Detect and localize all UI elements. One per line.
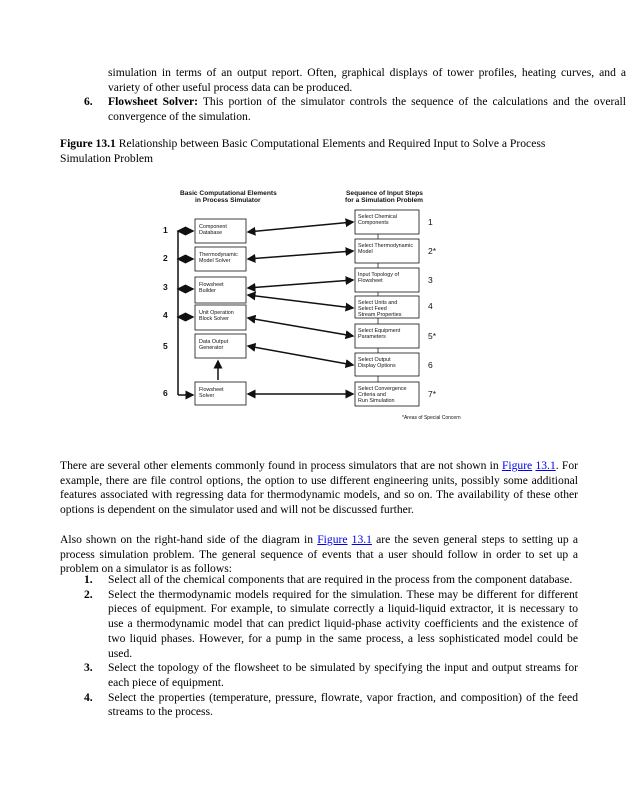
- left-step-number: 5: [163, 341, 168, 351]
- figure-label: Figure 13.1: [60, 137, 116, 150]
- steps-list: [60, 573, 578, 720]
- list-number: 2.: [84, 587, 93, 601]
- paragraph-steps-intro: [60, 533, 578, 577]
- computational-element-box-label: Model Solver: [199, 258, 231, 264]
- figure-footnote: *Areas of Special Concern: [402, 415, 461, 421]
- left-heading: Basic Computational Elements: [180, 190, 277, 197]
- input-step-box-label: Select Thermodynamic: [358, 243, 414, 249]
- figure-link[interactable]: Figure: [501, 459, 533, 472]
- list-item: [60, 691, 578, 720]
- input-step-box-label: Select Chemical: [358, 214, 397, 220]
- para-text: There are several other elements commonly found in process simulators that are not shown in: [60, 459, 502, 472]
- right-step-number: 2*: [428, 246, 437, 256]
- list-item: [60, 661, 578, 690]
- right-step-number: 4: [428, 301, 433, 311]
- computational-element-box-label: Database: [199, 230, 223, 236]
- right-step-number: 1: [428, 217, 433, 227]
- left-step-number: 4: [163, 310, 168, 320]
- list-item: [60, 588, 578, 662]
- computational-element-box-label: Builder: [199, 288, 216, 294]
- input-step-box-label: Select Equipment: [358, 328, 401, 334]
- para-text: are the seven general steps to setting up a process simulation problem. The general sequence of events that a user should follow in order to set up a problem on a simulator is as follows:: [60, 533, 578, 576]
- right-step-number: 6: [428, 360, 433, 370]
- input-step-box-label: Input Topology of: [358, 272, 399, 278]
- computational-element-box-label: Flowsheet: [199, 387, 224, 393]
- computational-element-box-label: Generator: [199, 345, 224, 351]
- left-step-number: 2: [163, 253, 168, 263]
- input-step-box-label: Parameters: [358, 334, 386, 340]
- right-heading: for a Simulation Problem: [345, 197, 424, 204]
- figure-number-link[interactable]: 13.1: [535, 459, 556, 472]
- item-title: Flowsheet Solver:: [108, 95, 199, 108]
- item-text: This portion of the simulator controls the sequence of the calculations and the overall convergence of the simulation.: [108, 95, 626, 123]
- list-text: Select all of the chemical components that are required in the process from the component database.: [108, 573, 573, 586]
- list-text: Select the thermodynamic models required for the simulation. These may be different for different pieces of equipment. For example, to simulate correctly a liquid-liquid extractor, it is necessary to use a thermodynamic model that can predict liquid-phase activity coefficients and the existence of two liquid phases. However, for a pump in the same process, a less sophisticated model could be used.: [108, 587, 578, 660]
- list-text: Select the properties (temperature, pressure, flowrate, vapor fraction, and composition) of the feed streams to the process.: [108, 690, 578, 719]
- left-step-number: 6: [163, 388, 168, 398]
- figure-number-link[interactable]: 13.1: [351, 533, 372, 546]
- right-step-number: 5*: [428, 331, 437, 341]
- input-step-box-label: Select Feed: [358, 306, 387, 312]
- input-step-box-label: Run Simulation: [358, 398, 395, 404]
- continuation-paragraph: simulation in terms of an output report. Often, graphical displays of tower profiles, heating curves, and a variety of other useful process data can be produced.: [108, 66, 626, 94]
- list-number: 1.: [84, 573, 93, 586]
- list-number: 3.: [84, 661, 93, 675]
- computational-element-box-label: Solver: [199, 393, 215, 399]
- input-step-box-label: Select Output: [358, 357, 391, 363]
- input-step-box-label: Stream Properties: [358, 312, 402, 318]
- input-step-box-label: Model: [358, 249, 373, 255]
- computational-element-box-label: Unit Operation: [199, 310, 234, 316]
- input-step-box-label: Flowsheet: [358, 278, 383, 284]
- input-step-box-label: Display Options: [358, 363, 396, 369]
- input-step-box-label: Select Units and: [358, 300, 398, 306]
- computational-element-box-label: Flowsheet: [199, 282, 224, 288]
- list-number: 4.: [84, 690, 93, 704]
- svg-text:Basic Computational Elementsin: [180, 190, 277, 204]
- para-text: Also shown on the right-hand side of the diagram in: [60, 533, 318, 546]
- computational-element-box-label: Block Solver: [199, 316, 229, 322]
- left-step-number: 3: [163, 282, 168, 292]
- para-text: . For example, there are file control options, the option to use different engineering units, possibly some additional features associated with regressing data for thermodynamic models, and so on. The availability of these other options is dependent on the simulator used and will not be discussed further.: [60, 459, 578, 517]
- input-step-box-label: Select Convergence: [358, 386, 407, 392]
- computational-element-box-label: Component: [199, 224, 227, 230]
- list-number: 6.: [84, 95, 93, 108]
- caption-text: Relationship between Basic Computational Elements and Required Input to Solve a Process Simulation Problem: [60, 137, 546, 165]
- left-heading: in Process Simulator: [195, 197, 261, 204]
- right-step-number: 3: [428, 275, 433, 285]
- figure-link[interactable]: Figure: [317, 533, 348, 546]
- list-item: [60, 573, 578, 588]
- svg-text:Sequence of Input Stepsfor a S: [345, 190, 423, 204]
- right-step-number: 7*: [428, 389, 437, 399]
- computational-element-box-label: Data Output: [199, 339, 229, 345]
- computational-element-box-label: Thermodynamic: [199, 252, 238, 258]
- right-heading: Sequence of Input Steps: [346, 190, 423, 197]
- input-step-box-label: Criteria and: [358, 392, 386, 398]
- paragraph-other-elements: [60, 459, 578, 518]
- left-step-number: 1: [163, 225, 168, 235]
- input-step-box-label: Components: [358, 220, 389, 226]
- list-text: Select the topology of the flowsheet to be simulated by specifying the input and output streams for each piece of equipment.: [108, 661, 578, 689]
